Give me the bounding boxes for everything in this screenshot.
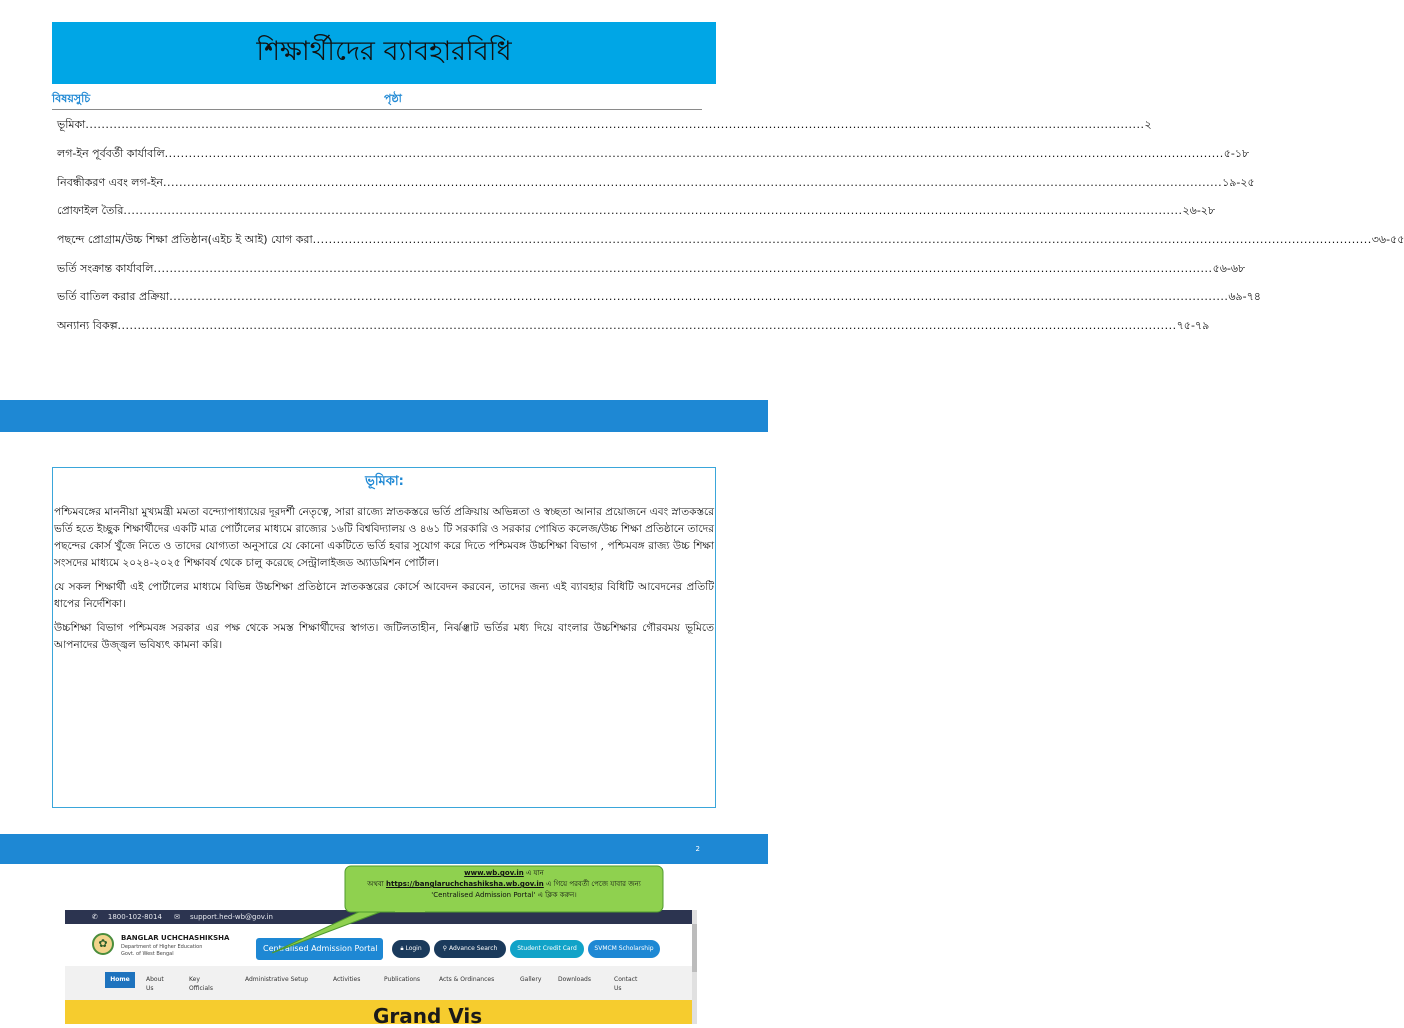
toc-leader-dots: ......................................................................................................................................................................................................................................................................... — [85, 118, 1145, 131]
toc-item-page: ৫৬-৬৮ — [1212, 262, 1246, 275]
toc-item-page: ৫-১৮ — [1223, 147, 1250, 160]
toc-item-label: প্রোফাইল তৈরি — [57, 204, 124, 217]
introduction-paragraph: উচ্চশিক্ষা বিভাগ পশ্চিমবঙ্গ সরকার এর পক্ষ থেকে সমস্ত শিক্ষার্থীদের স্বাগত। জটিলতাহীন, নির্ঝঞ্ঝাট ভর্তির মধ্য দিয়ে বাংলার উচ্চশিক্ষার গৌরবময় ভূমিতে আপনাদের উজ্জ্বল ভবিষ্যৎ কামনা করি। — [54, 622, 714, 651]
toc-item-label: লগ-ইন পূর্ববর্তী কার্যাবলি — [57, 147, 165, 160]
toc-leader-dots: ......................................................................................................................................................................................................................................................................... — [117, 319, 1177, 332]
website-brand-department: Department of Higher Education — [121, 944, 203, 950]
hero-banner-text: Grand Vis — [373, 1004, 483, 1028]
callout-line-2 — [343, 879, 665, 890]
toc-item-label: ভর্তি সংক্রান্ত কার্যাবলি — [57, 262, 154, 275]
toc-leader-dots: ......................................................................................................................................................................................................................................................................... — [123, 204, 1183, 217]
toc-leader-dots: ......................................................................................................................................................................................................................................................................... — [169, 290, 1229, 303]
wb-gov-link[interactable]: www.wb.gov.in — [464, 869, 524, 877]
government-emblem-logo[interactable]: ✿ — [92, 933, 114, 955]
nav-contact-us[interactable]: Contact Us — [614, 976, 638, 992]
toc-leader-dots: ......................................................................................................................................................................................................................................................................... — [164, 147, 1224, 160]
toc-item-page: ৭৫-৭৯ — [1176, 319, 1210, 332]
toc-item-label: ভূমিকা — [57, 118, 86, 131]
nav-publications[interactable]: Publications — [384, 976, 421, 983]
toc-heading-page: পৃষ্ঠা — [384, 92, 402, 105]
lock-icon: 🔒︎ — [400, 945, 406, 952]
nav-key-officials[interactable]: Key Officials — [189, 976, 213, 992]
toc-item-page: ২৬-২৮ — [1182, 204, 1216, 217]
svmcm-scholarship-button[interactable]: SVMCM Scholarship — [588, 940, 660, 958]
toc-leader-dots: ......................................................................................................................................................................................................................................................................... — [153, 262, 1213, 275]
support-email[interactable]: support.hed-wb@gov.in — [190, 913, 273, 921]
search-icon: ⚲ — [442, 945, 449, 952]
login-label: Login — [405, 945, 422, 952]
mail-icon: ✉ — [174, 913, 181, 921]
nav-gallery[interactable]: Gallery — [520, 976, 542, 983]
nav-about-us[interactable]: About Us — [146, 976, 164, 992]
toc-leader-dots: ......................................................................................................................................................................................................................................................................... — [312, 233, 1372, 246]
website-brand-government: Govt. of West Bengal — [121, 951, 174, 957]
callout-line-1 — [343, 868, 665, 879]
callout-line-2-suffix: এ গিয়ে পরবর্তী পেজে যাবার জন্য — [543, 880, 641, 888]
toc-item-label: পছন্দে প্রোগ্রাম/উচ্চ শিক্ষা প্রতিষ্ঠান(এইচ ই আই) যোগ করা — [57, 233, 313, 246]
introduction-title: ভূমিকা: — [365, 474, 404, 489]
nav-home[interactable]: Home — [105, 972, 135, 988]
toc-item-label: নিবন্ধীকরণ এবং লগ-ইন — [57, 176, 163, 189]
nav-administrative-setup[interactable]: Administrative Setup — [245, 976, 309, 983]
website-brand-name: BANGLAR UCHCHASHIKSHA — [121, 934, 230, 942]
toc-heading-contents: বিষয়সুচি — [52, 92, 91, 105]
toc-item-label: অন্যান্য বিকল্প — [57, 319, 118, 332]
advance-search-label: Advance Search — [448, 945, 498, 952]
banglar-uchchashiksha-link[interactable]: https://banglaruchchashiksha.wb.gov.in — [386, 880, 544, 888]
callout-instruction — [343, 868, 665, 901]
phone-icon: ✆ — [92, 913, 98, 921]
nav-downloads[interactable]: Downloads — [558, 976, 591, 983]
callout-line-2-prefix: অথবা — [367, 880, 387, 888]
toc-item-page: ৩৬-৫৫ — [1371, 233, 1404, 246]
toc-leader-dots: ......................................................................................................................................................................................................................................................................... — [162, 176, 1223, 189]
toc-item-page: ১৯-২৫ — [1222, 176, 1255, 189]
nav-activities[interactable]: Activities — [333, 976, 361, 983]
centralised-admission-portal-button[interactable]: Centralised Admission Portal — [256, 938, 383, 960]
page-number: 2 — [695, 845, 700, 853]
introduction-paragraph: পশ্চিমবঙ্গের মাননীয়া মুখ্যমন্ত্রী মমতা বন্দ্যোপাধ্যায়ের দূরদর্শী নেতৃত্বে, সারা রাজ্যে স্নাতকস্তরে ভর্তি প্রক্রিয়ায় অভিন্নতা ও স্বচ্ছতা আনার প্রয়োজনে এবং স্নাতকস্তরে ভর্তি হতে ইচ্ছুক শিক্ষার্থীদের একটি মাত্র পোর্টালের মাধ্যমে রাজ্যের ১৬টি বিশ্ববিদ্যালয় ও ৪৬১ টি সরকারি ও সরকার পোষিত কলেজ/উচ্চ শিক্ষা প্রতিষ্ঠানে তাদের পছন্দের কোর্স খুঁজে নিতে ও তাদের যোগ্যতা অনুসারে যে কোনো একটিতে ভর্তি হবার সুযোগ করে দিতে পশ্চিমবঙ্গ উচ্চশিক্ষা বিভাগ , পশ্চিমবঙ্গ রাজ্য উচ্চ শিক্ষা সংসদের মাধ্যমে ২০২৪-২০২৫ শিক্ষাবর্ষ থেকে চালু করেছে সেন্ট্রালাইজড অ্যাডমিশন পোর্টাল। — [54, 506, 714, 569]
introduction-paragraph: যে সকল শিক্ষার্থী এই পোর্টালের মাধ্যমে বিভিন্ন উচ্চশিক্ষা প্রতিষ্ঠানে স্নাতকস্তরের কোর্সে আবেদন করবেন, তাদের জন্য এই ব্যাবহার বিধিটি আবেদনের প্রতিটি ধাপের নির্দেশিকা। — [54, 581, 714, 610]
toc-item-page: ৬৯-৭৪ — [1228, 290, 1261, 303]
callout-line-3: 'Centralised Admission Portal' এ ক্লিক করুন। — [431, 891, 577, 899]
toc-item-page: ২ — [1144, 118, 1152, 131]
nav-acts-ordinances[interactable]: Acts & Ordinances — [439, 976, 495, 983]
document-title: শিক্ষার্থীদের ব্যাবহারবিধি — [256, 35, 512, 67]
helpline-number[interactable]: 1800-102-8014 — [107, 913, 162, 921]
callout-line-1-suffix: এ যান — [523, 869, 544, 877]
student-credit-card-button[interactable]: Student Credit Card — [510, 940, 584, 958]
toc-item-label: ভর্তি বাতিল করার প্রক্রিয়া — [57, 290, 170, 303]
